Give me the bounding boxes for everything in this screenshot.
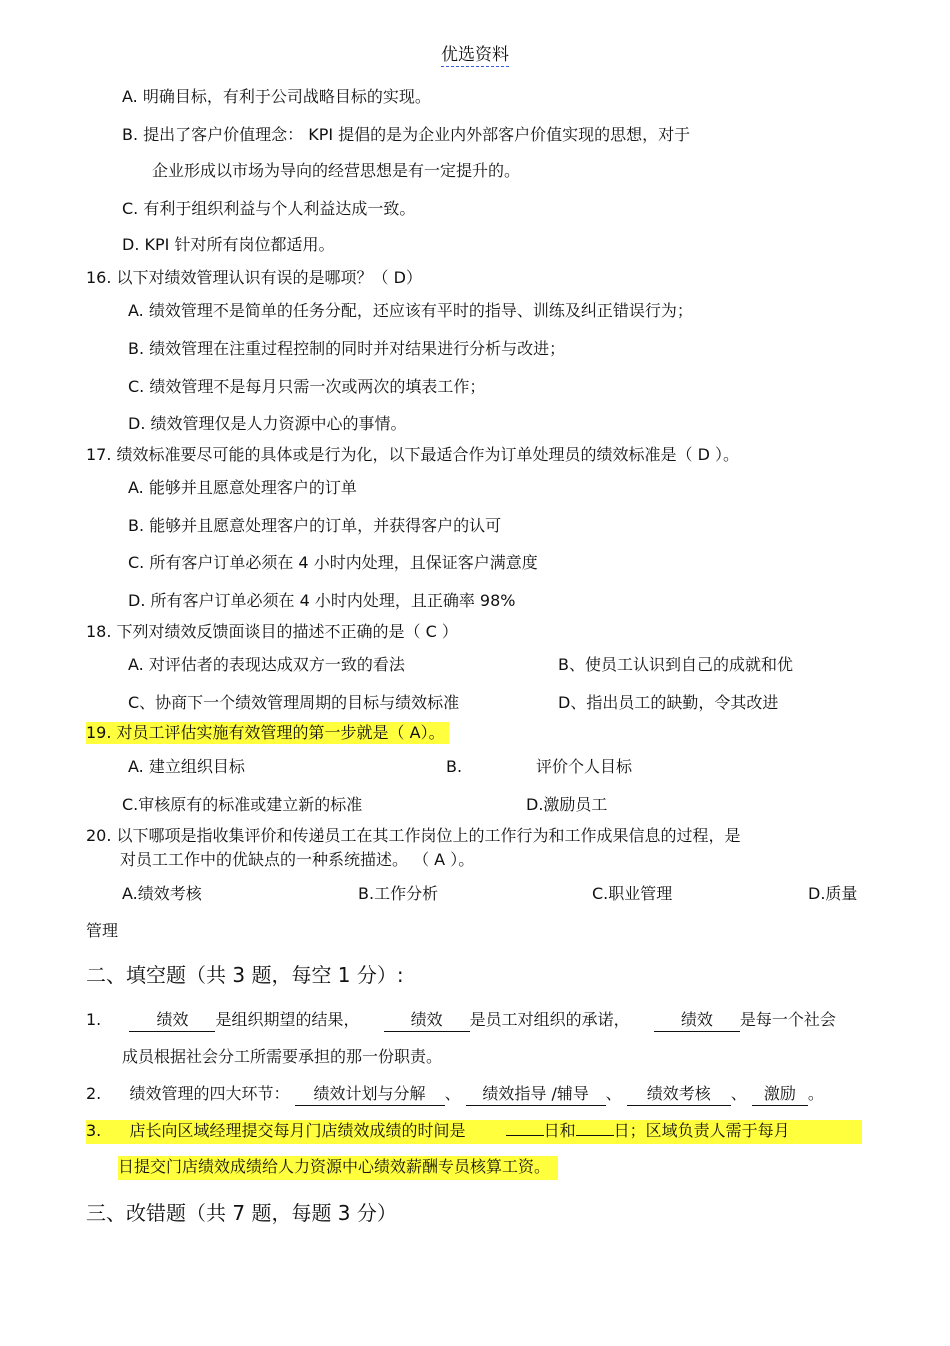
q17-stem: 17. 绩效标准要尽可能的具体或是行为化，以下最适合作为订单处理员的绩效标准是（ D ）。 <box>86 445 740 464</box>
q15-option-b: B. 提出了客户价值理念： KPI 提倡的是为企业内外部客户价值实现的思想，对于 <box>122 125 691 144</box>
fill-q1-text2: 是员工对组织的承诺， <box>469 1010 630 1029</box>
q16-stem: 16. 以下对绩效管理认识有误的是哪项？（ D） <box>86 268 422 287</box>
q19-option-a: A. 建立组织目标 <box>128 757 245 776</box>
fill-q2-sep1: 、 <box>444 1084 461 1103</box>
fill-q2-sep2: 、 <box>605 1084 622 1103</box>
fill-q3-blank1 <box>506 1135 544 1136</box>
fill-q2-blank4: 激励 <box>752 1083 808 1106</box>
q20-option-d-wrap: 管理 <box>86 921 119 940</box>
q16-option-b: B. 绩效管理在注重过程控制的同时并对结果进行分析与改进； <box>128 339 566 358</box>
fill-q3-text2: 日和 <box>543 1121 576 1140</box>
fill-q3-blank2 <box>576 1135 614 1136</box>
fill-q2-end: 。 <box>807 1084 824 1103</box>
q20-option-a: A.绩效考核 <box>122 884 202 903</box>
fill-q1-text3: 是每一个社会 <box>739 1010 836 1029</box>
q20-option-c: C.职业管理 <box>592 884 673 903</box>
q20-option-b: B.工作分析 <box>358 884 439 903</box>
fill-q3-line2: 日提交门店绩效成绩给人力资源中心绩效薪酬专员核算工资。 <box>118 1156 558 1180</box>
fill-q1-line1 <box>86 1009 836 1032</box>
fill-q2-sep3: 、 <box>730 1084 747 1103</box>
q17-option-a: A. 能够并且愿意处理客户的订单 <box>128 478 357 497</box>
q20-stem-line1: 20. 以下哪项是指收集评价和传递员工在其工作岗位上的工作行为和工作成果信息的过程，是 <box>86 826 741 845</box>
section3-title: 三、改错题（共 7 题，每题 3 分） <box>86 1201 397 1225</box>
q15-option-a: A. 明确目标，有利于公司战略目标的实现。 <box>122 87 431 106</box>
q18-option-b: B、使员工认识到自己的成就和优 <box>558 655 793 674</box>
fill-q3-num: 3. <box>86 1121 102 1140</box>
q19-option-b-letter: B. <box>446 757 463 776</box>
q19-option-c: C.审核原有的标准或建立新的标准 <box>122 795 363 814</box>
q18-stem: 18. 下列对绩效反馈面谈目的描述不正确的是（ C ） <box>86 622 458 641</box>
q19-option-b: 评价个人目标 <box>536 757 633 776</box>
q16-option-d: D. 绩效管理仅是人力资源中心的事情。 <box>128 414 407 433</box>
q17-option-b: B. 能够并且愿意处理客户的订单，并获得客户的认可 <box>128 516 502 535</box>
q20-stem-line2: 对员工工作中的优缺点的一种系统描述。 （ A ）。 <box>120 850 475 869</box>
fill-q1-blank1: 绩效 <box>129 1009 215 1032</box>
q16-option-a: A. 绩效管理不是简单的任务分配，还应该有平时的指导、训练及纠正错误行为； <box>128 301 693 320</box>
fill-q3-text3: 日；区域负责人需于每月 <box>613 1121 790 1140</box>
q20-option-d: D.质量 <box>808 884 858 903</box>
q15-option-d: D. KPI 针对所有岗位都适用。 <box>122 235 335 254</box>
fill-q3-text1: 店长向区域经理提交每月门店绩效成绩的时间是 <box>129 1121 466 1140</box>
fill-q1-text1: 是组织期望的结果， <box>215 1010 360 1029</box>
fill-q2 <box>86 1083 824 1106</box>
fill-q2-blank2: 绩效指导 /辅导 <box>466 1083 606 1106</box>
fill-q1-blank2: 绩效 <box>384 1009 470 1032</box>
q18-option-d: D、指出员工的缺勤，令其改进 <box>558 693 779 712</box>
fill-q3-line1 <box>86 1120 862 1144</box>
q19-option-d: D.激励员工 <box>526 795 608 814</box>
q17-option-c: C. 所有客户订单必须在 4 小时内处理，且保证客户满意度 <box>128 553 538 572</box>
fill-q2-blank3: 绩效考核 <box>627 1083 731 1106</box>
q15-option-b-cont: 企业形成以市场为导向的经营思想是有一定提升的。 <box>152 161 521 180</box>
fill-q1-blank3: 绩效 <box>654 1009 740 1032</box>
q18-option-a: A. 对评估者的表现达成双方一致的看法 <box>128 655 405 674</box>
q18-option-c: C、协商下一个绩效管理周期的目标与绩效标准 <box>128 693 460 712</box>
header-title: 优选资料 <box>441 45 509 65</box>
q15-option-c: C. 有利于组织利益与个人利益达成一致。 <box>122 199 416 218</box>
q17-option-d: D. 所有客户订单必须在 4 小时内处理，且正确率 98% <box>128 591 516 610</box>
section2-title: 二、填空题（共 3 题，每空 1 分）: <box>86 963 404 987</box>
fill-q2-text: 绩效管理的四大环节： <box>129 1084 290 1103</box>
q19-stem: 19. 对员工评估实施有效管理的第一步就是（ A）。 <box>86 722 449 744</box>
fill-q1-num: 1. <box>86 1010 102 1029</box>
fill-q2-blank1: 绩效计划与分解 <box>295 1083 445 1106</box>
page-header <box>0 44 950 66</box>
fill-q2-num: 2. <box>86 1084 102 1103</box>
fill-q1-line2: 成员根据社会分工所需要承担的那一份职责。 <box>122 1047 443 1066</box>
q16-option-c: C. 绩效管理不是每月只需一次或两次的填表工作； <box>128 377 486 396</box>
